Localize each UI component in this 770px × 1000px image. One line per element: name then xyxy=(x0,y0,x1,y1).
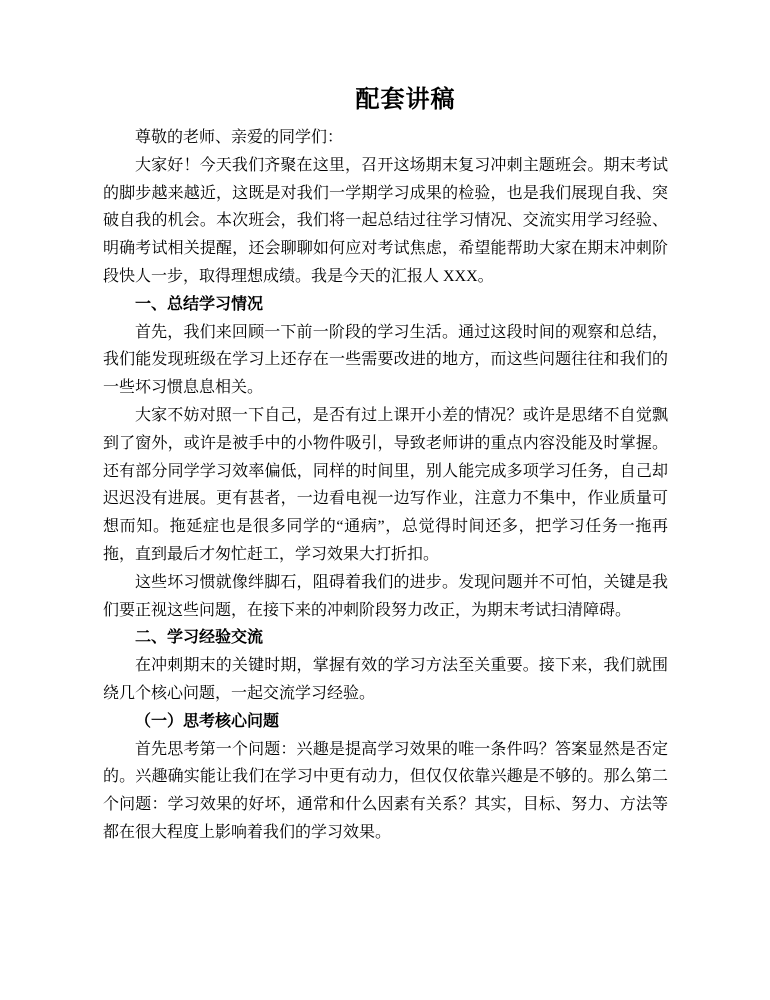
paragraph-bad-habits: 大家不妨对照一下自己，是否有过上课开小差的情况？或许是思绪不自觉飘到了窗外，或许是被手中的小物件吸引，导致老师讲的重点内容没能及时掌握。还有部分同学学习效率偏低，同样的时间里，别人能完成多项学习任务，自己却迟迟没有进展。更有甚者，一边看电视一边写作业，注意力不集中，作业质量可想而知。拖延症也是很多同学的“通病”，总觉得时间还多，把学习任务一拖再拖，直到最后才匆忙赶工，学习效果大打折扣。 xyxy=(103,406,668,563)
paragraph-methods-intro: 在冲刺期末的关键时期，掌握有效的学习方法至关重要。接下来，我们就围绕几个核心问题，一起交流学习经验。 xyxy=(103,657,668,702)
paragraph-opening: 大家好！今天我们齐聚在这里，召开这场期末复习冲刺主题班会。期末考试的脚步越来越近，这既是对我们一学期学习成果的检验，也是我们展现自我、突破自我的机会。本次班会，我们将一起总结过往学习情况、交流实用学习经验、明确考试相关提醒，还会聊聊如何应对考试焦虑，希望能帮助大家在期末冲刺阶段快人一步，取得理想成绩。我是今天的汇报人 XXX。 xyxy=(103,156,668,285)
section-heading-1: 一、总结学习情况 xyxy=(135,295,264,313)
document-body xyxy=(103,84,668,847)
document-title: 配套讲稿 xyxy=(355,87,456,113)
paragraph-core-questions: 首先思考第一个问题：兴趣是提高学习效果的唯一条件吗？答案显然是否定的。兴趣确实能让我们在学习中更有动力，但仅仅依靠兴趣是不够的。那么第二个问题：学习效果的好坏，通常和什么因素有关系？其实，目标、努力、方法等都在很大程度上影响着我们的学习效果。 xyxy=(103,740,668,841)
paragraph-correction: 这些坏习惯就像绊脚石，阻碍着我们的进步。发现问题并不可怕，关键是我们要正视这些问题，在接下来的冲刺阶段努力改正，为期末考试扫清障碍。 xyxy=(103,573,668,619)
section-heading-2: 二、学习经验交流 xyxy=(135,629,264,647)
paragraph-salutation: 尊敬的老师、亲爱的同学们： xyxy=(135,129,344,146)
sub-heading-core-questions: （一）思考核心问题 xyxy=(135,712,280,730)
paragraph-review: 首先，我们来回顾一下前一阶段的学习生活。通过这段时间的观察和总结，我们能发现班级在学习上还存在一些需要改进的地方，而这些问题往往和我们的一些坏习惯息息相关。 xyxy=(103,323,668,397)
